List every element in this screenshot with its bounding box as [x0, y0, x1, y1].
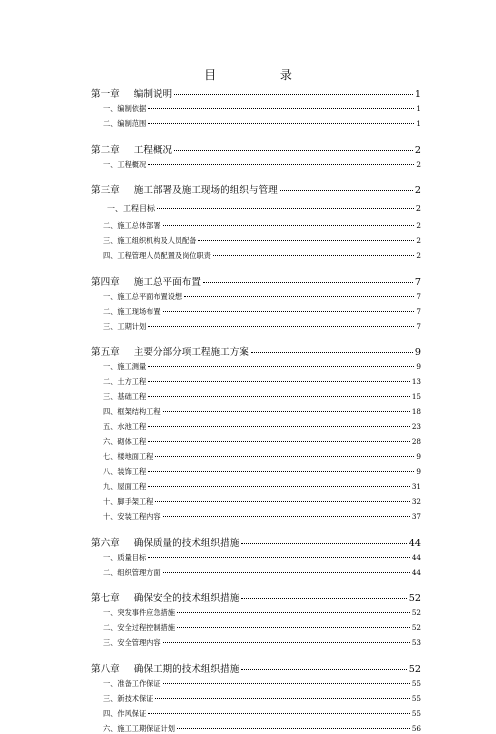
- toc-section-entry[interactable]: [103, 709, 421, 719]
- dot-leader: [203, 282, 413, 283]
- toc-entry-label: 编制说明: [133, 89, 173, 100]
- dot-leader: [251, 352, 413, 353]
- toc-page-number: 9: [416, 452, 421, 461]
- toc-section-entry[interactable]: [103, 679, 421, 689]
- toc-page-number: 13: [411, 377, 421, 386]
- toc-page-number: 23: [411, 422, 421, 431]
- toc-entry-label: 一、工程目标: [107, 204, 155, 213]
- toc-entry-label: 三、工期计划: [103, 321, 147, 331]
- toc-entry-label: 十、脚手架工程: [103, 497, 154, 506]
- toc-page-number: 7: [416, 321, 421, 331]
- dot-leader: [174, 150, 413, 151]
- toc-page-number: 1: [416, 119, 421, 128]
- dot-leader: [148, 164, 414, 165]
- toc-entry-label: 二、施工总体部署: [103, 221, 161, 230]
- toc-entry-label: 三、安全管理内容: [103, 638, 161, 647]
- toc-page-number: 9: [416, 467, 421, 476]
- toc-page-number: 52: [411, 608, 421, 617]
- toc-page-number: 2: [415, 204, 421, 213]
- toc-page-number: 55: [411, 693, 421, 703]
- toc-chapter-entry[interactable]: [91, 590, 421, 604]
- toc-entry-label: 六、施工工期保证计划: [103, 723, 175, 733]
- toc-entry-label: 二、施工现场布置: [103, 306, 161, 316]
- dot-leader: [174, 94, 413, 95]
- dot-leader: [157, 208, 414, 209]
- toc-entry-label: 工程概况: [133, 144, 173, 156]
- toc-entry-label: 九、屋面工程: [103, 482, 147, 491]
- toc-section-entry[interactable]: [103, 362, 421, 372]
- toc-entry-label: 五、水池工程: [103, 422, 147, 431]
- toc-section-entry[interactable]: [103, 292, 421, 302]
- dot-leader: [148, 557, 410, 558]
- toc-entry-label: 一、编制依据: [103, 104, 147, 113]
- dot-leader: [148, 326, 414, 327]
- toc-entry-label: 三、新技术保证: [103, 693, 154, 703]
- toc-entry-label: 一、突发事件应急措施: [103, 608, 175, 617]
- toc-entry-label: 三、基础工程: [103, 392, 147, 401]
- toc-entry-label: 施工部署及施工现场的组织与管理: [133, 185, 278, 196]
- toc-section-entry[interactable]: [103, 104, 421, 114]
- dot-leader: [155, 501, 410, 502]
- toc-entry-label: 二、编制范围: [103, 119, 147, 128]
- toc-page-number: 55: [411, 678, 421, 688]
- toc-entry-label: 一、质量目标: [103, 552, 147, 562]
- dot-leader: [148, 366, 414, 367]
- toc-section-entry[interactable]: [103, 422, 421, 432]
- chapter-number: 第四章: [91, 276, 120, 288]
- toc-chapter-entry[interactable]: [91, 142, 421, 156]
- dot-leader: [148, 123, 414, 124]
- toc-section-entry[interactable]: [103, 638, 421, 648]
- toc-entry-label: 一、施工总平面布置设想: [103, 291, 183, 301]
- toc-page-number: 32: [411, 497, 421, 506]
- dot-leader: [213, 255, 415, 256]
- toc-section-entry[interactable]: [103, 407, 421, 417]
- toc-chapter-entry[interactable]: [91, 344, 421, 358]
- toc-entry-label: 一、工程概况: [103, 159, 147, 169]
- dot-leader: [148, 396, 410, 397]
- toc-page-number: 15: [411, 392, 421, 401]
- toc-chapter-entry[interactable]: [91, 86, 421, 100]
- toc-page-number: 7: [416, 306, 421, 316]
- toc-entry-label: 二、组织管理方面: [103, 567, 161, 577]
- toc-page-number: 1: [414, 89, 421, 100]
- toc-section-entry[interactable]: [103, 119, 421, 129]
- toc-entry-label: 十、安装工程内容: [103, 512, 161, 521]
- dot-leader: [163, 683, 410, 684]
- toc-page-number: 52: [411, 623, 421, 632]
- dot-leader: [148, 426, 410, 427]
- dot-leader: [148, 108, 414, 109]
- toc-section-entry[interactable]: [103, 724, 421, 734]
- toc-entry-label: 三、施工组织机构及人员配备: [103, 236, 197, 245]
- dot-leader: [163, 572, 410, 573]
- dot-leader: [155, 456, 414, 457]
- toc-section-entry[interactable]: [103, 377, 421, 387]
- toc-entry-label: 七、楼地面工程: [103, 452, 154, 461]
- toc-page-number: 2: [416, 221, 421, 230]
- dot-leader: [241, 669, 406, 670]
- toc-entry-label: 确保工期的技术组织措施: [133, 663, 240, 675]
- toc-entry-label: 主要分部分项工程施工方案: [133, 347, 249, 358]
- chapter-number: 第六章: [91, 537, 120, 549]
- toc-page-number: 44: [411, 552, 421, 562]
- toc-section-entry[interactable]: [103, 392, 421, 402]
- page-title: 目 录: [204, 68, 322, 82]
- toc-page-number: 55: [411, 708, 421, 718]
- toc-entry-label: 施工总平面布置: [133, 276, 201, 288]
- toc-page-number: 52: [408, 663, 421, 675]
- toc-entry-label: 六、砌体工程: [103, 437, 147, 446]
- toc-page-number: 7: [416, 291, 421, 301]
- dot-leader: [163, 411, 410, 412]
- dot-leader: [184, 296, 414, 297]
- chapter-number: 第五章: [91, 347, 120, 358]
- toc-page-number: 1: [416, 104, 421, 113]
- toc-page-number: 18: [411, 407, 421, 416]
- toc-section-entry[interactable]: [103, 452, 421, 462]
- toc-chapter-entry[interactable]: [91, 535, 421, 549]
- toc-entry-label: 四、框架结构工程: [103, 407, 161, 416]
- dot-leader: [163, 311, 415, 312]
- toc-page-number: 31: [411, 482, 421, 491]
- dot-leader: [148, 486, 410, 487]
- toc-page-number: 2: [414, 144, 421, 156]
- dot-leader: [198, 240, 414, 241]
- toc-page-number: 9: [414, 347, 421, 358]
- dot-leader: [148, 381, 410, 382]
- toc-page-number: 7: [414, 276, 421, 288]
- dot-leader: [177, 728, 410, 729]
- toc-section-entry[interactable]: [103, 694, 421, 704]
- toc-section-entry[interactable]: [103, 307, 421, 317]
- toc-entry-label: 四、作风保证: [103, 708, 147, 718]
- toc-entry-label: 一、准备工作保证: [103, 678, 161, 688]
- toc-page-number: 2: [416, 236, 421, 245]
- dot-leader: [155, 698, 410, 699]
- toc-section-entry[interactable]: [103, 221, 421, 231]
- toc-section-entry[interactable]: [103, 512, 421, 522]
- toc-entry-label: 二、土方工程: [103, 377, 147, 386]
- chapter-number: 第七章: [91, 593, 120, 604]
- toc-section-entry[interactable]: [103, 623, 421, 633]
- toc-page-number: 2: [414, 185, 421, 196]
- toc-entry-label: 确保质量的技术组织措施: [133, 537, 240, 549]
- toc-page-number: 44: [411, 567, 421, 577]
- toc-section-entry[interactable]: [103, 437, 421, 447]
- toc-page-number: 28: [411, 437, 421, 446]
- toc-section-entry[interactable]: [107, 203, 421, 214]
- toc-section-entry[interactable]: [103, 251, 421, 261]
- toc-entry-label: 四、工程管理人员配置及岗位职责: [103, 251, 211, 260]
- chapter-number: 第八章: [91, 663, 120, 675]
- toc-section-entry[interactable]: [103, 553, 421, 563]
- chapter-number: 第三章: [91, 185, 120, 196]
- dot-leader: [280, 190, 413, 191]
- toc-page-number: 37: [411, 512, 421, 521]
- toc-section-entry[interactable]: [103, 568, 421, 578]
- dot-leader: [148, 713, 410, 714]
- toc-section-entry[interactable]: [103, 467, 421, 477]
- toc-section-entry[interactable]: [103, 608, 421, 618]
- dot-leader: [148, 471, 414, 472]
- toc-page-number: 2: [416, 251, 421, 260]
- dot-leader: [163, 642, 410, 643]
- toc-entry-label: 八、装饰工程: [103, 467, 147, 476]
- chapter-number: 第一章: [91, 89, 120, 100]
- toc-section-entry[interactable]: [103, 160, 421, 170]
- dot-leader: [241, 598, 406, 599]
- toc-page-number: 9: [416, 362, 421, 371]
- toc-entry-label: 二、安全过程控制措施: [103, 623, 175, 632]
- toc-entry-label: 确保安全的技术组织措施: [133, 593, 240, 604]
- dot-leader: [177, 612, 410, 613]
- toc-chapter-entry[interactable]: [91, 182, 421, 196]
- chapter-number: 第二章: [91, 144, 120, 156]
- toc-chapter-entry[interactable]: [91, 661, 421, 675]
- dot-leader: [163, 225, 415, 226]
- toc-page-number: 52: [408, 593, 421, 604]
- toc-entry-label: 一、施工测量: [103, 362, 147, 371]
- toc-section-entry[interactable]: [103, 322, 421, 332]
- toc-page-number: 56: [411, 723, 421, 733]
- dot-leader: [148, 441, 410, 442]
- toc-page-number: 2: [416, 159, 421, 169]
- dot-leader: [241, 543, 406, 544]
- dot-leader: [163, 516, 410, 517]
- toc-page-number: 44: [408, 537, 421, 549]
- dot-leader: [177, 627, 410, 628]
- toc-section-entry[interactable]: [103, 497, 421, 507]
- toc-page-number: 53: [411, 638, 421, 647]
- toc-section-entry[interactable]: [103, 482, 421, 492]
- toc-chapter-entry[interactable]: [91, 274, 421, 288]
- toc-section-entry[interactable]: [103, 236, 421, 246]
